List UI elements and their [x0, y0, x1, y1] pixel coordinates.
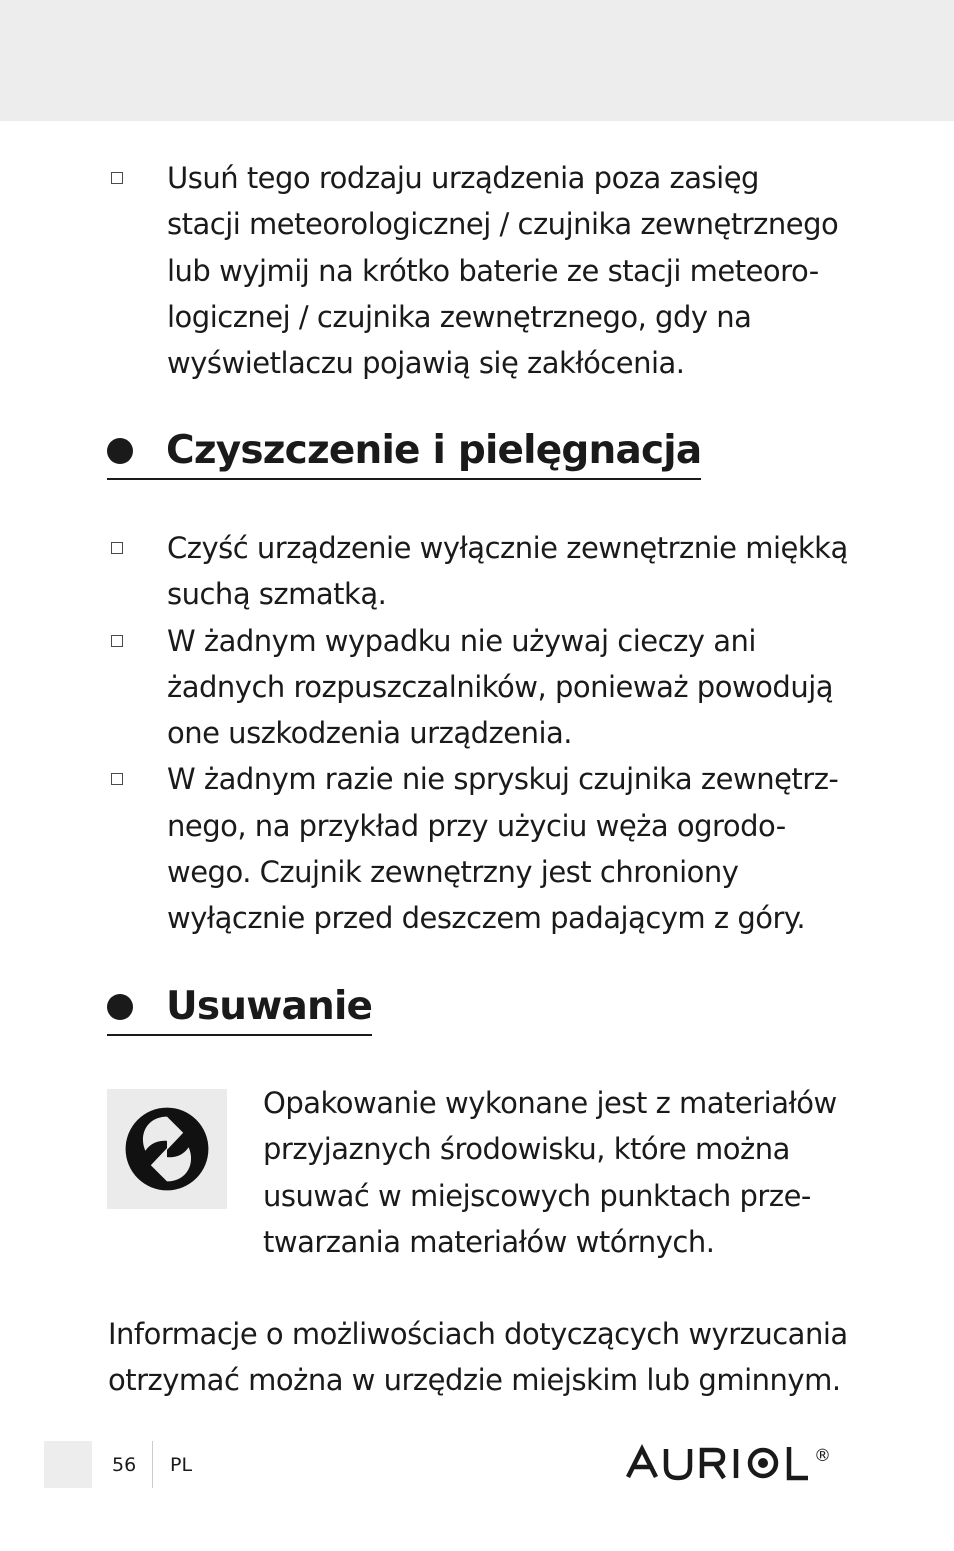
text-line: przyjaznych środowisku, które można — [263, 1132, 790, 1167]
bullet-line: Usuń tego rodzaju urządzenia poza zasięg — [167, 161, 759, 195]
checkbox-bullet-icon — [111, 635, 123, 647]
checkbox-bullet-icon — [111, 542, 123, 554]
cleaning-heading — [107, 428, 701, 480]
heading-bullet-icon — [107, 994, 133, 1020]
footer-tab — [44, 1441, 92, 1488]
text-line: Opakowanie wykonane jest z materiałów — [263, 1086, 837, 1120]
top-bullet-list — [108, 155, 868, 386]
bullet-line: Czyść urządzenie wyłącznie zewnętrznie miękką — [167, 531, 848, 565]
bullet-line: lub wyjmij na krótko baterie ze stacji meteoro- — [167, 253, 819, 288]
bullet-line: W żadnym wypadku nie używaj cieczy ani — [167, 623, 756, 658]
list-item — [108, 618, 868, 757]
bullet-line: W żadnym razie nie spryskuj czujnika zewnętrz- — [167, 762, 839, 797]
disposal-info-text — [108, 1311, 878, 1404]
bullet-line: żadnych rozpuszczalników, ponieważ powodują — [167, 669, 834, 704]
green-dot-recycling-icon — [107, 1089, 227, 1209]
page-number: 56 — [112, 1454, 137, 1476]
footer-divider — [152, 1441, 153, 1488]
checkbox-bullet-icon — [111, 773, 123, 785]
bullet-line: wyłącznie przed deszczem padającym z góry. — [167, 901, 806, 936]
bullet-line: one uszkodzenia urządzenia. — [167, 716, 572, 751]
checkbox-bullet-icon — [111, 172, 123, 184]
bullet-line: nego, na przykład przy użyciu węża ogrodo- — [167, 808, 786, 843]
language-code: PL — [170, 1454, 193, 1476]
disposal-heading-text: Usuwanie — [166, 984, 373, 1029]
bullet-line: wyświetlaczu pojawią się zakłócenia. — [167, 346, 685, 381]
cleaning-heading-text: Czyszczenie i pielęgnacja — [166, 428, 702, 473]
cleaning-list — [108, 525, 868, 942]
auriol-logo — [626, 1441, 850, 1485]
header-band — [0, 0, 954, 121]
text-line: twarzania materiałów wtórnych. — [263, 1224, 715, 1259]
packaging-text — [263, 1080, 863, 1265]
list-item — [108, 756, 868, 941]
bullet-line: wego. Czujnik zewnętrzny jest chroniony — [167, 855, 739, 890]
list-item — [108, 155, 868, 386]
disposal-heading — [107, 984, 372, 1036]
bullet-line: stacji meteorologicznej / czujnika zewnętrznego — [167, 207, 839, 242]
text-line: Informacje o możliwościach dotyczących wyrzucania — [108, 1317, 848, 1351]
heading-bullet-icon — [107, 438, 133, 464]
list-item — [108, 525, 868, 618]
bullet-line: suchą szmatką. — [167, 577, 387, 612]
text-line: otrzymać można w urzędzie miejskim lub gminnym. — [108, 1363, 841, 1398]
registered-mark: ® — [814, 1446, 831, 1466]
bullet-line: logicznej / czujnika zewnętrznego, gdy na — [167, 299, 752, 334]
text-line: usuwać w miejscowych punktach prze- — [263, 1178, 811, 1213]
